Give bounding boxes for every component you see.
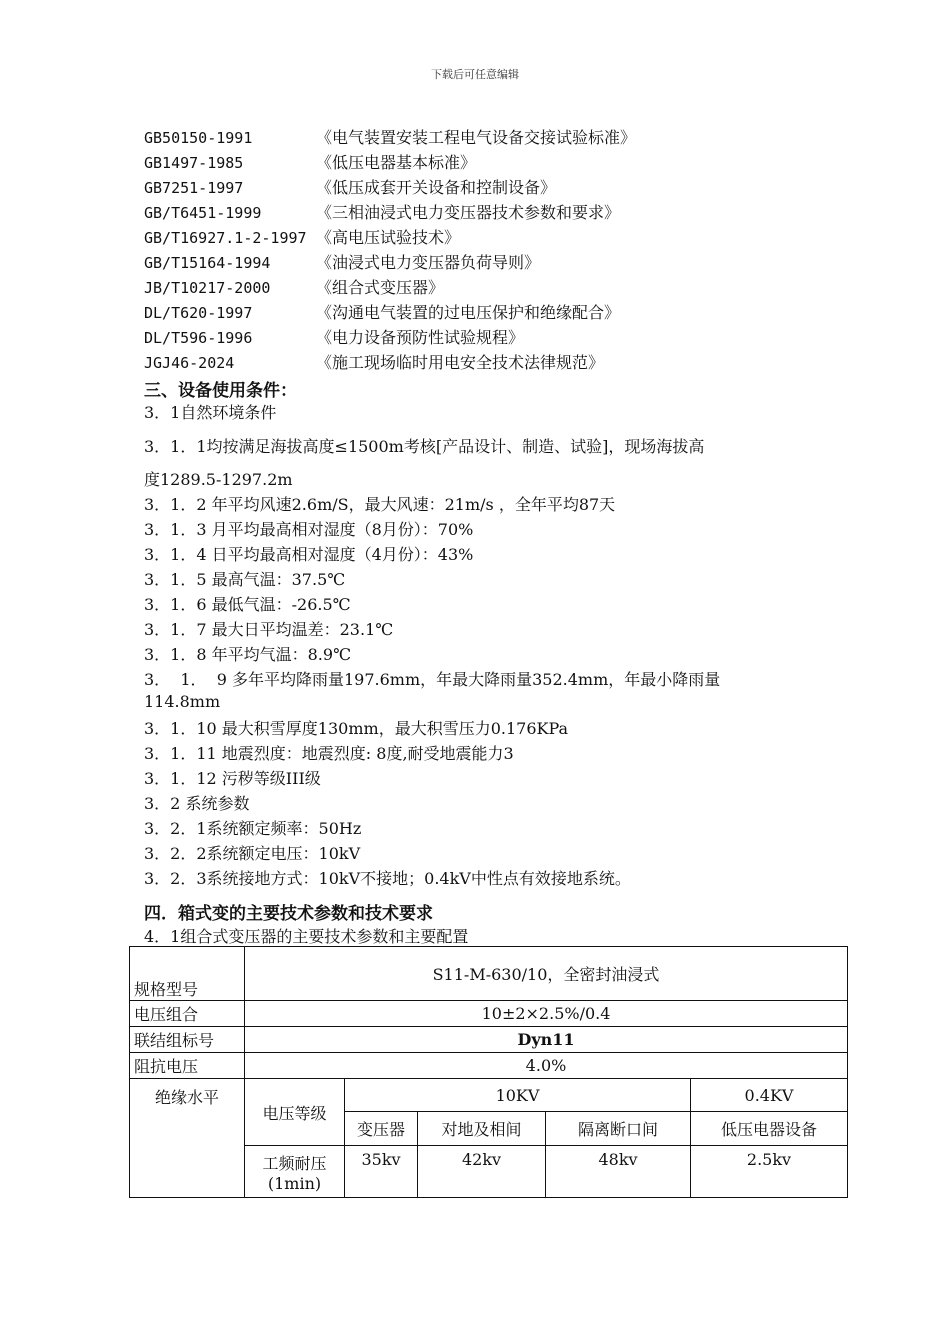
table-row <box>130 947 848 1001</box>
section4-1: 4．1组合式变压器的主要技术参数和主要配置 <box>144 927 469 946</box>
standard-item: JB/T10217-2000 《组合式变压器》 <box>144 278 445 297</box>
section3-1-11: 3．1．11 地震烈度：地震烈度: 8度,耐受地震能力3 <box>144 744 514 763</box>
col-lv-equipment: 低压电器设备 <box>691 1112 848 1146</box>
section3-1-4: 3．1．4 日平均最高相对湿度（4月份）：43% <box>144 545 474 564</box>
section3-1-8: 3．1．8 年平均气温：8.9℃ <box>144 645 351 664</box>
section3-1-6: 3．1．6 最低气温：-26.5℃ <box>144 595 351 614</box>
section3-1-5: 3．1．5 最高气温：37.5℃ <box>144 570 346 589</box>
section3-1-9a: 3． 1． 9 多年平均降雨量197.6mm，年最大降雨量352.4mm，年最小降雨量 <box>144 670 721 689</box>
withstand-lv-equipment: 2.5kv <box>691 1146 848 1198</box>
withstand-isolation: 48kv <box>546 1146 691 1198</box>
standard-item: GB50150-1991 《电气装置安装工程电气设备交接试验标准》 <box>144 128 637 147</box>
voltage-value: 10±2×2.5%/0.4 <box>245 1001 848 1027</box>
section3-1-3: 3．1．3 月平均最高相对湿度（8月份）：70% <box>144 520 474 539</box>
spec-table <box>129 946 848 1198</box>
model-value: S11-M-630/10，全密封油浸式 <box>245 947 848 1001</box>
impedance-value: 4.0% <box>245 1053 848 1079</box>
withstand-transformer: 35kv <box>345 1146 418 1198</box>
voltage-class-label: 电压等级 <box>245 1079 345 1146</box>
table-row <box>130 1079 848 1112</box>
section3-2: 3．2 系统参数 <box>144 794 250 813</box>
withstand-label-2: (1min) <box>267 1173 322 1193</box>
col-transformer: 变压器 <box>345 1112 418 1146</box>
section3-2-1: 3．2．1系统额定频率：50Hz <box>144 819 362 838</box>
standard-item: DL/T596-1996 《电力设备预防性试验规程》 <box>144 328 525 347</box>
lv-label: 0.4KV <box>691 1079 848 1112</box>
insulation-label: 绝缘水平 <box>130 1079 245 1198</box>
table-row <box>130 1001 848 1027</box>
section3-1: 3．1自然环境条件 <box>144 403 277 422</box>
standard-item: JGJ46-2024 《施工现场临时用电安全技术法律规范》 <box>144 353 605 372</box>
section3-1-1b: 度1289.5-1297.2m <box>144 470 293 489</box>
table-row <box>130 1027 848 1053</box>
withstand-ground-phase: 42kv <box>418 1146 546 1198</box>
col-isolation: 隔离断口间 <box>546 1112 691 1146</box>
model-label: 规格型号 <box>130 947 245 1001</box>
standard-item: DL/T620-1997 《沟通电气装置的过电压保护和绝缘配合》 <box>144 303 621 322</box>
impedance-label: 阻抗电压 <box>130 1053 245 1079</box>
standard-item: GB/T15164-1994 《油浸式电力变压器负荷导则》 <box>144 253 541 272</box>
group-label: 联结组标号 <box>130 1027 245 1053</box>
standard-item: GB7251-1997 《低压成套开关设备和控制设备》 <box>144 178 557 197</box>
group-value: Dyn11 <box>245 1027 848 1053</box>
table-row <box>130 1053 848 1079</box>
section3-heading: 三、设备使用条件： <box>144 381 297 401</box>
section3-2-2: 3．2．2系统额定电压：10kV <box>144 844 361 863</box>
section3-1-10: 3．1．10 最大积雪厚度130mm，最大积雪压力0.176KPa <box>144 719 569 738</box>
section3-1-2: 3．1．2 年平均风速2.6m/S，最大风速：21m/s ，全年平均87天 <box>144 495 616 514</box>
standard-item: GB/T16927.1-2-1997 《高电压试验技术》 <box>144 228 461 247</box>
page-header: 下载后可任意编辑 <box>431 68 519 81</box>
section3-2-3: 3．2．3系统接地方式：10kV不接地；0.4kV中性点有效接地系统。 <box>144 869 631 888</box>
withstand-label <box>245 1146 345 1198</box>
col-ground-phase: 对地及相间 <box>418 1112 546 1146</box>
standard-item: GB/T6451-1999 《三相油浸式电力变压器技术参数和要求》 <box>144 203 621 222</box>
section3-1-7: 3．1．7 最大日平均温差：23.1℃ <box>144 620 394 639</box>
standard-item: GB1497-1985 《低压电器基本标准》 <box>144 153 477 172</box>
withstand-label-1: 工频耐压 <box>262 1153 327 1173</box>
voltage-label: 电压组合 <box>130 1001 245 1027</box>
section3-1-12: 3．1．12 污秽等级III级 <box>144 769 321 788</box>
section3-1-9b: 114.8mm <box>144 692 221 711</box>
section4-heading: 四．箱式变的主要技术参数和技术要求 <box>144 904 433 924</box>
hv-label: 10KV <box>345 1079 691 1112</box>
section3-1-1a: 3．1．1均按满足海拔高度≤1500m考核[产品设计、制造、试验]，现场海拔高 <box>144 437 705 456</box>
